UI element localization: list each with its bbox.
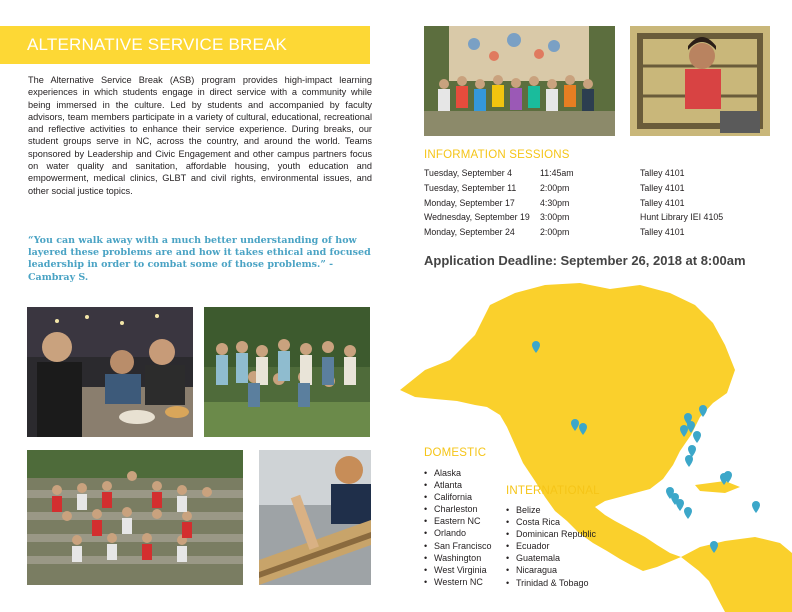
photo-student-portrait [630,26,770,136]
application-deadline: Application Deadline: September 26, 2018 at 8:00am [424,253,746,268]
session-location: Talley 4101 [640,197,685,208]
pin-icon [685,455,693,467]
domestic-list [424,467,492,588]
list-item: • Eastern NC [424,515,492,527]
pin-icon [752,501,760,513]
list-item: • Western NC [424,576,492,588]
info-sessions-heading: INFORMATION SESSIONS [424,149,570,161]
photo-construction-work [259,450,371,585]
list-item: • San Francisco [424,540,492,552]
list-item: • Trinidad & Tobago [506,577,596,589]
pin-icon [693,431,701,443]
list-item: • Nicaragua [506,564,596,576]
list-item: • Belize [506,504,596,516]
photo-students-dinner [27,307,193,437]
session-time: 3:00pm [540,212,570,223]
list-item: • Guatemala [506,552,596,564]
caribbean-islands-shape [695,481,740,493]
international-heading: INTERNATIONAL [506,485,600,497]
session-time: 2:00pm [540,182,570,193]
session-date: Tuesday, September 4 [424,168,513,178]
list-item: • Dominican Republic [506,528,596,540]
pin-icon [684,507,692,519]
session-date: Wednesday, September 19 [424,212,530,223]
session-location: Talley 4101 [640,168,685,178]
domestic-heading: DOMESTIC [424,447,487,459]
session-time: 4:30pm [540,197,570,208]
list-item: • Washington [424,552,492,564]
session-time: 2:00pm [540,227,570,238]
list-item: • Charleston [424,503,492,515]
session-date: Monday, September 24 [424,227,515,238]
pin-icon [676,499,684,511]
list-item: • Orlando [424,527,492,539]
photo-group-steps [27,450,243,585]
list-item: • Alaska [424,467,492,479]
international-list [506,504,596,589]
page-title: ALTERNATIVE SERVICE BREAK [27,35,288,54]
session-date: Tuesday, September 11 [424,182,517,193]
south-america-shape [681,537,792,612]
session-time: 11:45am [540,168,574,178]
session-location: Hunt Library IEI 4105 [640,212,724,223]
list-item: • West Virginia [424,564,492,576]
session-location: Talley 4101 [640,227,685,238]
list-item: • Ecuador [506,540,596,552]
intro-paragraph: The Alternative Service Break (ASB) program provides high-impact learning experiences in which students engage in direct service with a community while being immersed in the culture. Led by students and accompanied by faculty advisors, team members participate in a variety of cultural, educational, recreational and reflective activities to enhance their service experience. During breaks, our student groups serve in NC, across the country, and around the world. Teams sponsored by Leadership and Civic Engagement and other campus partners focus on water quality and sanitation, affordable housing, youth education and empowerment, medical clinics, GLBT and civil rights, environmental issues, and other social justice topics. [28,75,372,196]
testimonial-quote: “You can walk away with a much better understanding of how layered these problems are and how it takes ethical and focused leadership in order to combat some of those problems.” -Cambray S. [28,235,371,283]
list-item: • Costa Rica [506,516,596,528]
photo-group-outdoors [204,307,370,437]
session-location: Talley 4101 [640,182,685,193]
list-item: • Atlanta [424,479,492,491]
session-date: Monday, September 17 [424,197,515,208]
list-item: • California [424,491,492,503]
photo-group-mural [424,26,615,136]
